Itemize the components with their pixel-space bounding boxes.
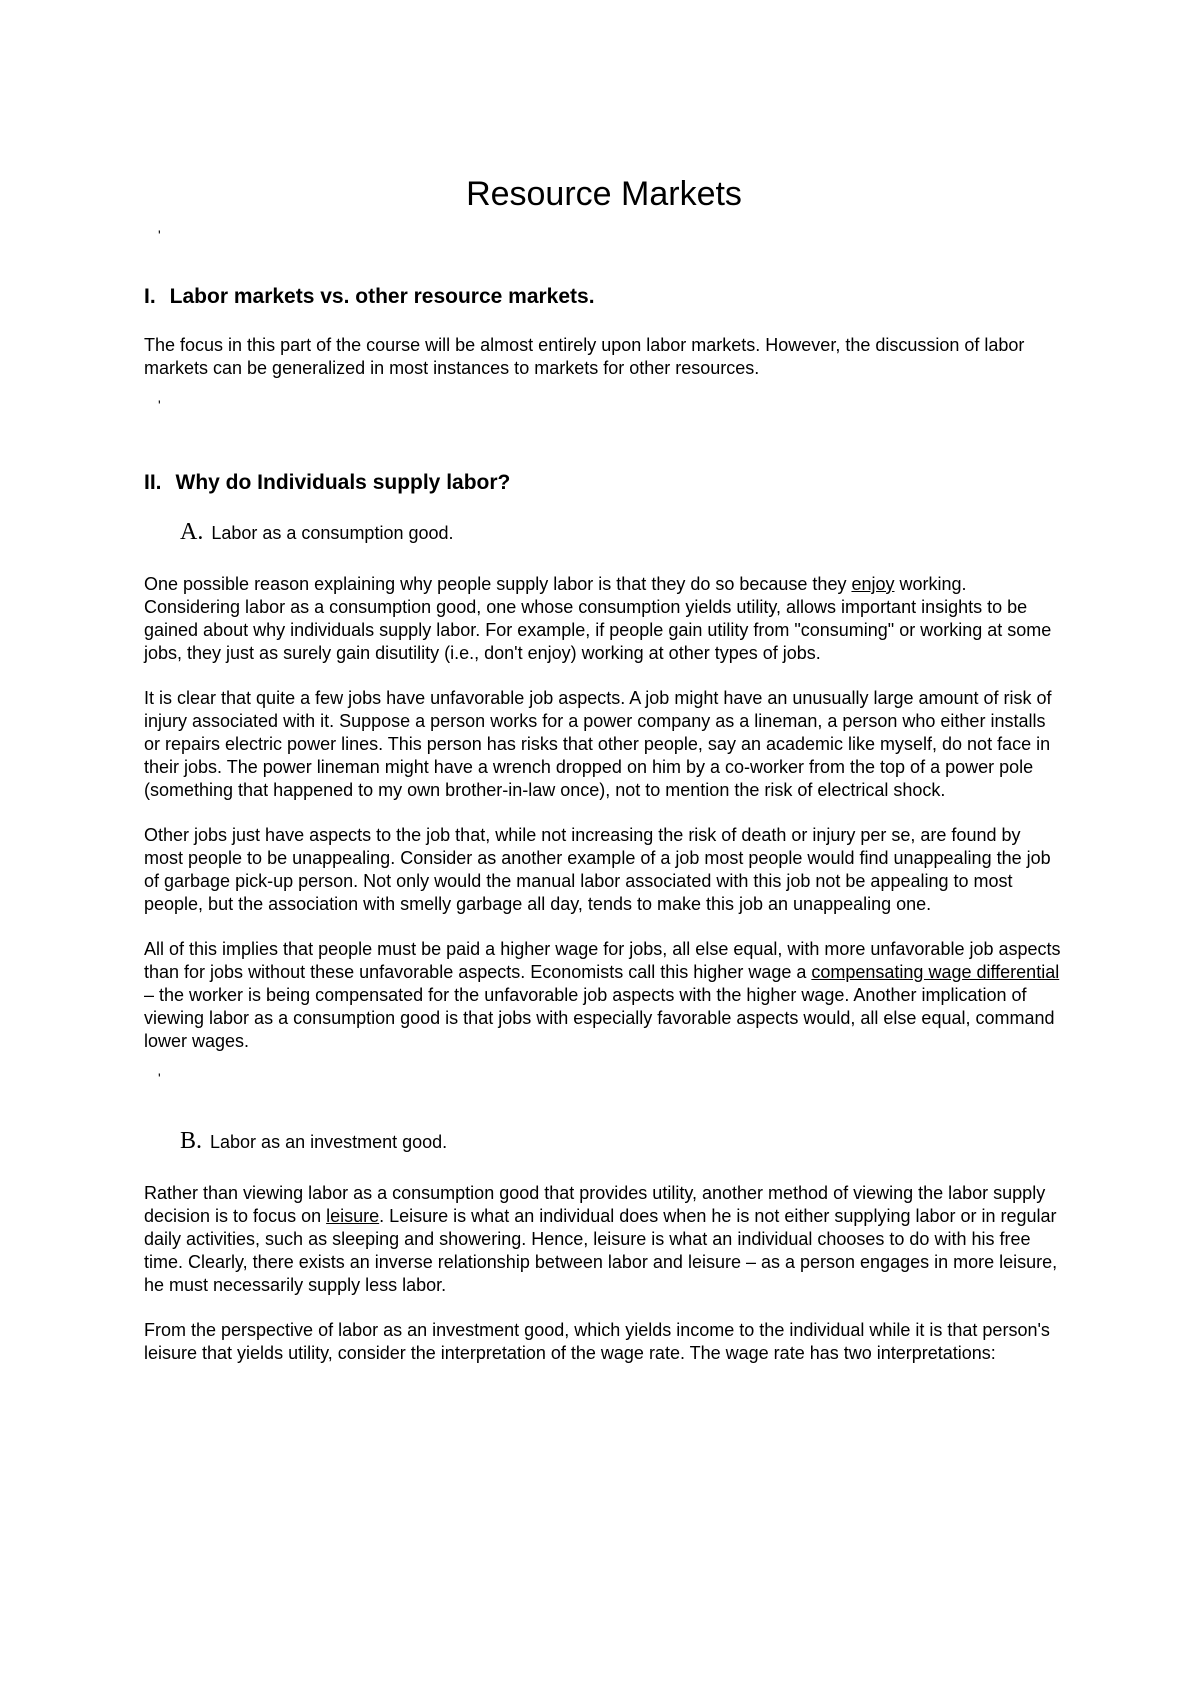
stray-mark: ' [158,1070,161,1086]
text-span: Rather than viewing labor as a consumption good that provides utility, another method of viewing the labor supply decision is to focus on [144,1183,1046,1226]
section-2-heading [144,470,1064,496]
section-1-paragraph: The focus in this part of the course will be almost entirely upon labor markets. However, the discussion of labor markets can be generalized in most instances to markets for other resources. [144,335,1025,378]
document-title: Resource Markets [466,175,742,213]
section-2-number: II. [144,471,162,494]
underlined-term-compensating-wage-differential: compensating wage differential [811,962,1060,982]
underlined-term-leisure: leisure [326,1206,380,1226]
subsection-a-heading [180,520,1064,545]
subsection-b-title: Labor as an investment good. [210,1132,448,1152]
stray-mark: ' [158,397,161,413]
subsection-b-paragraph-2: From the perspective of labor as an investment good, which yields income to the individual while it is that person's leisure that yields utility, consider the interpretation of the wage rate. The wage rate has two interpretations: [144,1320,1050,1363]
text-span: All of this implies that people must be paid a higher wage for jobs, all else equal, with more unfavorable job aspects than for jobs without these unfavorable aspects. Economists call this higher wage a [144,939,1061,982]
text-span: One possible reason explaining why people supply labor is that they do so because they [144,574,852,594]
subsection-b-heading [180,1129,1064,1154]
subsection-a-paragraph-3: Other jobs just have aspects to the job that, while not increasing the risk of death or injury per se, are found by most people to be unappealing. Consider as another example of a job most people would find unappealing the job of garbage pick-up person. Not only would the manual labor associated with this job not be appealing to most people, but the association with smelly garbage all day, tends to make this job an unappealing one. [144,825,1051,914]
subsection-b-paragraph-1 [144,1182,1064,1297]
subsection-b-letter: B. [180,1128,203,1154]
subsection-a-paragraph-4 [144,938,1064,1053]
text-span: – the worker is being compensated for the unfavorable job aspects with the higher wage. Another implication of viewing labor as a consumption good is that jobs with especially favorable aspects would, all else equal, command lower wages. [144,985,1055,1051]
section-1-title: Labor markets vs. other resource markets. [169,285,595,308]
subsection-a-title: Labor as a consumption good. [211,523,454,543]
subsection-a-letter: A. [180,519,204,545]
subsection-a-paragraph-1 [144,573,1064,665]
document-content [144,168,1064,1365]
stray-mark: ' [158,227,161,243]
section-1-heading [144,284,1064,310]
subsection-a-paragraph-2: It is clear that quite a few jobs have unfavorable job aspects. A job might have an unusually large amount of risk of injury associated with it. Suppose a person works for a power company as a lineman, a person who either installs or repairs electric power lines. This person has risks that other people, say an academic like myself, do not face in their jobs. The power lineman might have a wrench dropped on him by a co-worker from the top of a power pole (something that happened to my own brother-in-law once), not to mention the risk of electrical shock. [144,688,1052,800]
section-2-title: Why do Individuals supply labor? [175,471,511,494]
underlined-term-enjoy: enjoy [851,574,895,594]
text-span: . Leisure is what an individual does when he is not either supplying labor or in regular daily activities, such as sleeping and showering. Hence, leisure is what an individual chooses to do with his free time. Clearly, there exists an inverse relationship between labor and leisure – as a person engages in more leisure, he must necessarily supply less labor. [144,1206,1058,1295]
text-span: working. Considering labor as a consumption good, one whose consumption yields utility, allows important insights to be gained about why individuals supply labor. For example, if people gain utility from "consuming" or working at some jobs, they just as surely gain disutility (i.e., don't enjoy) working at other types of jobs. [144,574,1052,663]
section-1-number: I. [144,285,156,308]
